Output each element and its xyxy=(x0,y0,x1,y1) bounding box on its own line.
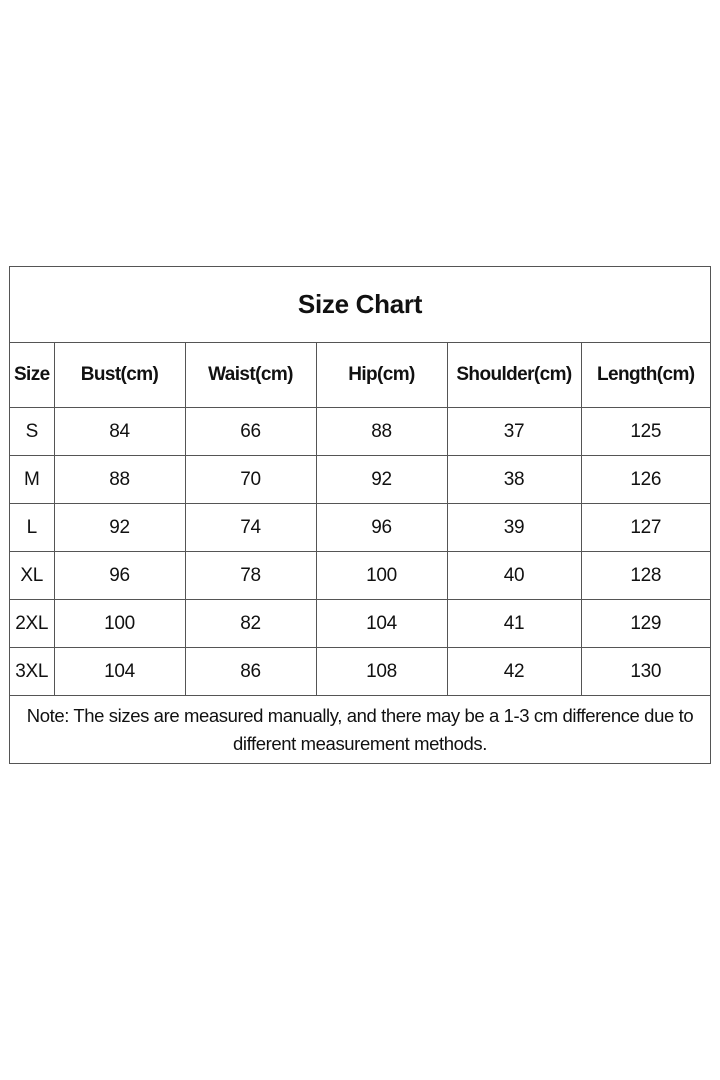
size-table xyxy=(10,343,710,696)
chart-title: Size Chart xyxy=(10,267,710,343)
cell-hip: 92 xyxy=(316,456,447,504)
header-size: Size xyxy=(10,343,54,408)
cell-bust: 92 xyxy=(54,504,185,552)
cell-shoulder: 42 xyxy=(447,648,581,696)
header-row xyxy=(10,343,710,408)
table-row xyxy=(10,600,710,648)
cell-bust: 84 xyxy=(54,408,185,456)
cell-length: 125 xyxy=(581,408,710,456)
cell-length: 128 xyxy=(581,552,710,600)
cell-length: 129 xyxy=(581,600,710,648)
cell-length: 126 xyxy=(581,456,710,504)
header-shoulder: Shoulder(cm) xyxy=(447,343,581,408)
cell-bust: 104 xyxy=(54,648,185,696)
header-hip: Hip(cm) xyxy=(316,343,447,408)
cell-bust: 88 xyxy=(54,456,185,504)
table-row xyxy=(10,552,710,600)
cell-size: L xyxy=(10,504,54,552)
cell-length: 127 xyxy=(581,504,710,552)
cell-waist: 82 xyxy=(185,600,316,648)
header-length: Length(cm) xyxy=(581,343,710,408)
cell-shoulder: 38 xyxy=(447,456,581,504)
cell-size: S xyxy=(10,408,54,456)
table-row xyxy=(10,648,710,696)
header-bust: Bust(cm) xyxy=(54,343,185,408)
cell-size: XL xyxy=(10,552,54,600)
cell-waist: 66 xyxy=(185,408,316,456)
cell-size: M xyxy=(10,456,54,504)
cell-waist: 86 xyxy=(185,648,316,696)
cell-hip: 108 xyxy=(316,648,447,696)
cell-shoulder: 41 xyxy=(447,600,581,648)
cell-shoulder: 40 xyxy=(447,552,581,600)
cell-bust: 96 xyxy=(54,552,185,600)
cell-hip: 88 xyxy=(316,408,447,456)
cell-shoulder: 39 xyxy=(447,504,581,552)
cell-hip: 100 xyxy=(316,552,447,600)
cell-hip: 104 xyxy=(316,600,447,648)
header-waist: Waist(cm) xyxy=(185,343,316,408)
cell-bust: 100 xyxy=(54,600,185,648)
measurement-note: Note: The sizes are measured manually, and there may be a 1-3 cm difference due to different measurement methods. xyxy=(26,705,694,754)
cell-length: 130 xyxy=(581,648,710,696)
table-row xyxy=(10,408,710,456)
table-row xyxy=(10,456,710,504)
cell-waist: 74 xyxy=(185,504,316,552)
table-row xyxy=(10,504,710,552)
size-chart xyxy=(9,266,711,764)
cell-size: 3XL xyxy=(10,648,54,696)
cell-hip: 96 xyxy=(316,504,447,552)
cell-waist: 78 xyxy=(185,552,316,600)
cell-waist: 70 xyxy=(185,456,316,504)
cell-size: 2XL xyxy=(10,600,54,648)
cell-shoulder: 37 xyxy=(447,408,581,456)
